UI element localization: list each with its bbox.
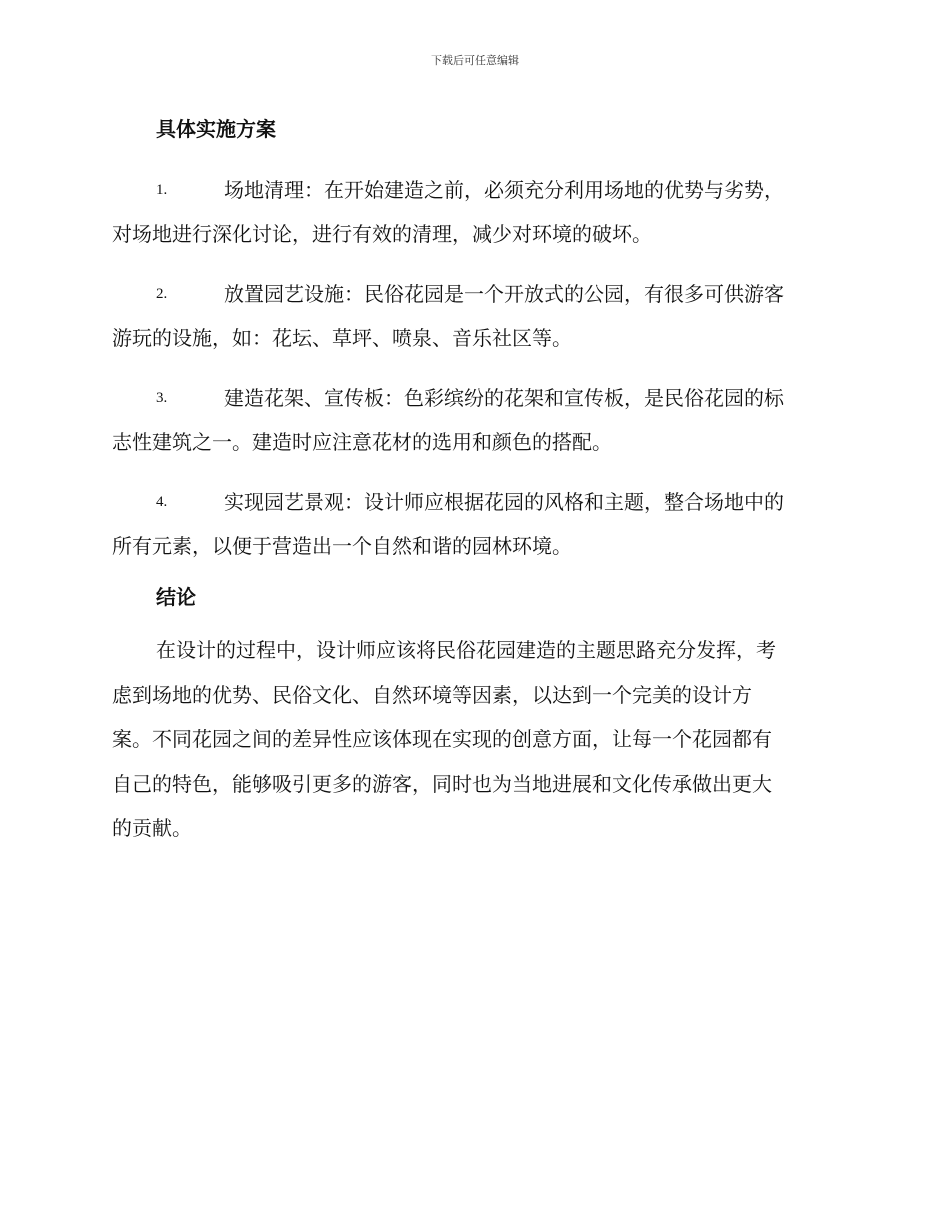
list-item [112, 376, 834, 464]
list-item-text: 游玩的设施，如：花坛、草坪、喷泉、音乐社区等。 [112, 326, 572, 350]
list-item-text: 对场地进行深化讨论，进行有效的清理，减少对环境的破坏。 [112, 222, 652, 246]
list-item [112, 480, 834, 568]
list-number: 1. [156, 182, 168, 198]
list-number: 2. [156, 286, 168, 302]
page-header: 下载后可任意编辑 [431, 54, 519, 67]
list-item [112, 272, 834, 360]
paragraph-line: 的贡献。 [112, 816, 192, 840]
list-item-text: 建造花架、宣传板：色彩缤纷的花架和宣传板，是民俗花园的标 [224, 386, 784, 410]
paragraph-line: 自己的特色，能够吸引更多的游客，同时也为当地进展和文化传承做出更大 [112, 771, 772, 796]
paragraph-line: 在设计的过程中，设计师应该将民俗花园建造的主题思路充分发挥，考 [156, 638, 776, 662]
paragraph-line: 案。不同花园之间的差异性应该体现在实现的创意方面，让每一个花园都有 [112, 727, 772, 751]
conclusion-paragraph [112, 628, 834, 851]
section-heading-conclusion: 结论 [156, 585, 196, 609]
list-number: 3. [156, 390, 168, 406]
list-item-text: 所有元素，以便于营造出一个自然和谐的园林环境。 [112, 534, 572, 558]
list-item-text: 场地清理：在开始建造之前，必须充分利用场地的优势与劣势， [224, 178, 784, 202]
document-body [112, 112, 834, 851]
list-item-text: 志性建筑之一。建造时应注意花材的选用和颜色的搭配。 [112, 430, 612, 454]
list-number: 4. [156, 494, 168, 510]
section-heading-implementation: 具体实施方案 [156, 117, 276, 141]
list-item-text: 实现园艺景观：设计师应根据花园的风格和主题，整合场地中的 [224, 490, 784, 514]
list-item-text: 放置园艺设施：民俗花园是一个开放式的公园，有很多可供游客 [224, 282, 784, 306]
paragraph-line: 虑到场地的优势、民俗文化、自然环境等因素，以达到一个完美的设计方 [112, 682, 752, 707]
list-item [112, 168, 834, 256]
